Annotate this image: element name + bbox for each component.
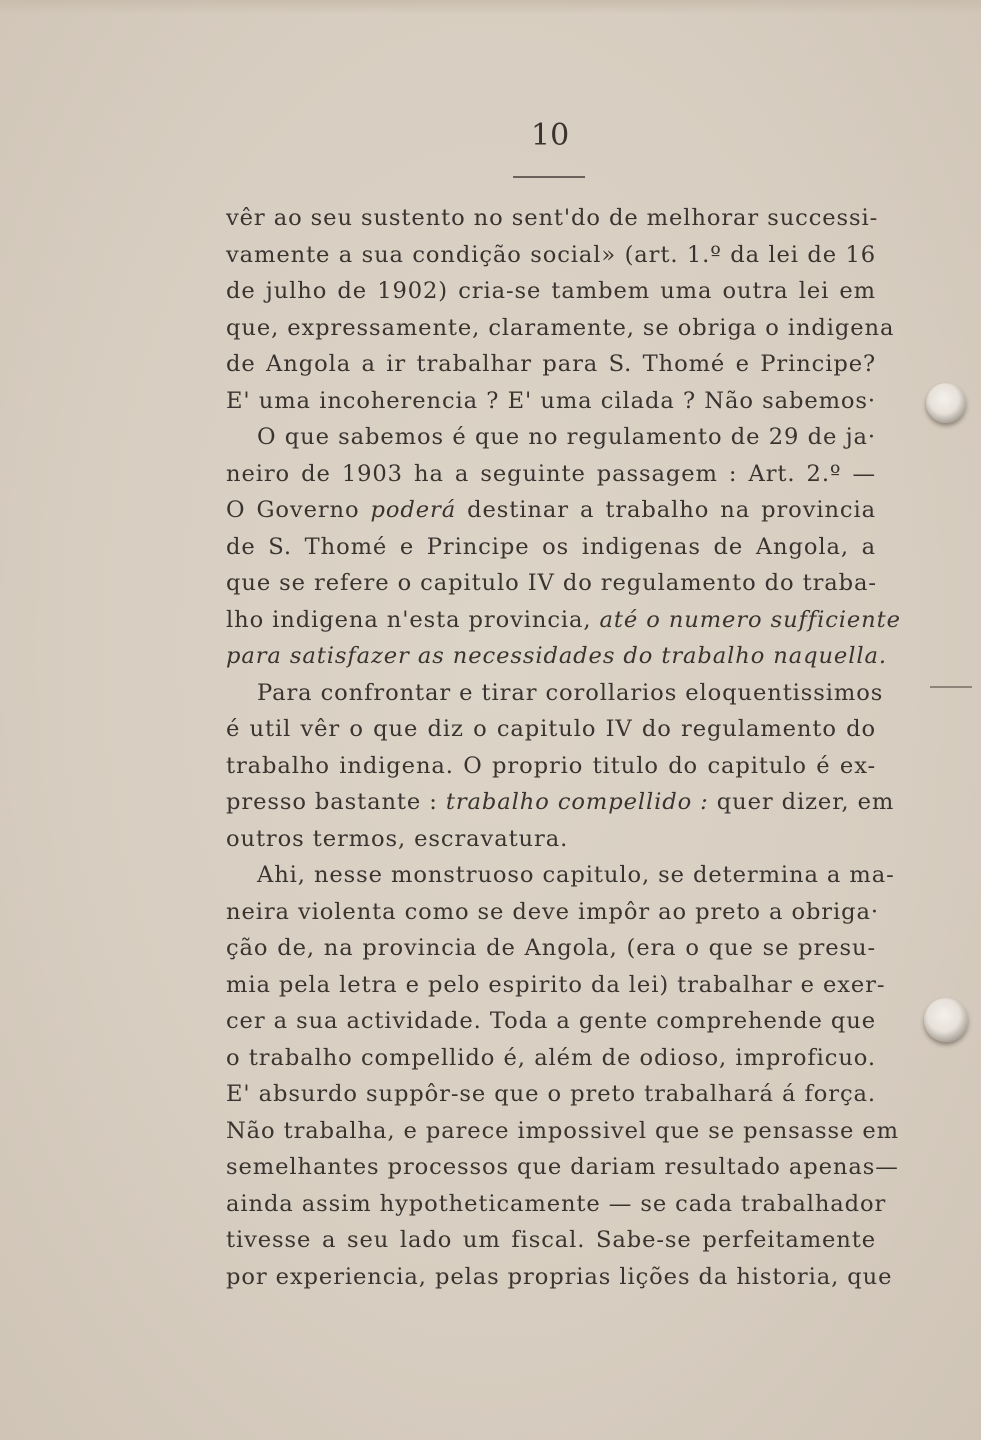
text-line: Não trabalha, e parece impossivel que se pensasse em bbox=[226, 1117, 899, 1144]
text-line: E' absurdo suppôr-se que o preto trabalhará á força. bbox=[226, 1081, 876, 1107]
binding-hole-bottom bbox=[924, 998, 968, 1042]
text-line: mia pela letra e pelo espirito da lei) trabalhar e exer- bbox=[226, 971, 886, 998]
page-number: 10 bbox=[531, 118, 570, 153]
text-line bbox=[226, 602, 901, 639]
text-line: ção de, na provincia de Angola, (era o que se presu- bbox=[226, 935, 876, 961]
text-line: tivesse a seu lado um fiscal. Sabe-se perfeitamente bbox=[226, 1227, 876, 1253]
text-line: E' uma incoherencia ? E' uma cilada ? Não sabemos· bbox=[226, 387, 876, 414]
text-line: de S. Thomé e Principe os indigenas de Angola, a bbox=[226, 533, 876, 560]
text-line bbox=[226, 784, 895, 821]
text-line: de julho de 1902) cria-se tambem uma outra lei em bbox=[226, 278, 876, 304]
text-line bbox=[226, 638, 887, 675]
text-line: trabalho indigena. O proprio titulo do capitulo é ex- bbox=[226, 752, 876, 779]
text-line: que se refere o capitulo IV do regulamento do traba- bbox=[226, 570, 877, 596]
text-run: presso bastante : bbox=[226, 789, 446, 815]
text-line: ainda assim hypotheticamente — se cada trabalhador bbox=[226, 1190, 887, 1217]
text-line: que, expressamente, claramente, se obriga o indigena bbox=[226, 314, 895, 341]
text-run: quer dizer, em bbox=[708, 789, 895, 815]
text-line bbox=[226, 492, 876, 529]
margin-mark bbox=[930, 686, 972, 688]
body-text bbox=[226, 200, 901, 1295]
text-run: lho indigena n'esta provincia, bbox=[226, 606, 600, 633]
italic-run: poderá bbox=[370, 497, 457, 523]
binding-hole-top bbox=[926, 383, 966, 423]
header-rule bbox=[513, 176, 585, 178]
text-run: destinar a trabalho na provincia bbox=[456, 497, 876, 523]
text-line: vamente a sua condição social» (art. 1.º da lei de 16 bbox=[226, 241, 876, 268]
text-line: é util vêr o que diz o capitulo IV do regulamento do bbox=[226, 716, 876, 742]
page-top-edge bbox=[0, 0, 981, 14]
text-line: cer a sua actividade. Toda a gente comprehende que bbox=[226, 1008, 876, 1034]
italic-run: até o numero sufficiente bbox=[599, 606, 901, 633]
text-line: Ahi, nesse monstruoso capitulo, se determina a ma- bbox=[257, 862, 895, 888]
text-run: O Governo bbox=[226, 497, 371, 523]
text-line: O que sabemos é que no regulamento de 29 de ja· bbox=[257, 424, 876, 450]
text-line: por experiencia, pelas proprias lições da historia, que bbox=[226, 1263, 893, 1290]
text-line: o trabalho compellido é, além de odioso, improficuo. bbox=[226, 1044, 876, 1071]
text-line: Para confrontar e tirar corollarios eloquentissimos bbox=[257, 679, 884, 706]
text-line: de Angola a ir trabalhar para S. Thomé e Principe? bbox=[226, 351, 876, 377]
italic-run: para satisfazer as necessidades do trabalho naquella. bbox=[226, 643, 887, 669]
text-line: semelhantes processos que dariam resultado apenas— bbox=[226, 1154, 899, 1180]
text-line: vêr ao seu sustento no sent'do de melhorar successi- bbox=[226, 205, 879, 231]
italic-run: trabalho compellido : bbox=[445, 789, 709, 815]
text-line: neira violenta como se deve impôr ao preto a obriga· bbox=[226, 898, 879, 925]
text-line: neiro de 1903 ha a seguinte passagem : Art. 2.º — bbox=[226, 460, 876, 487]
text-line: outros termos, escravatura. bbox=[226, 825, 569, 852]
